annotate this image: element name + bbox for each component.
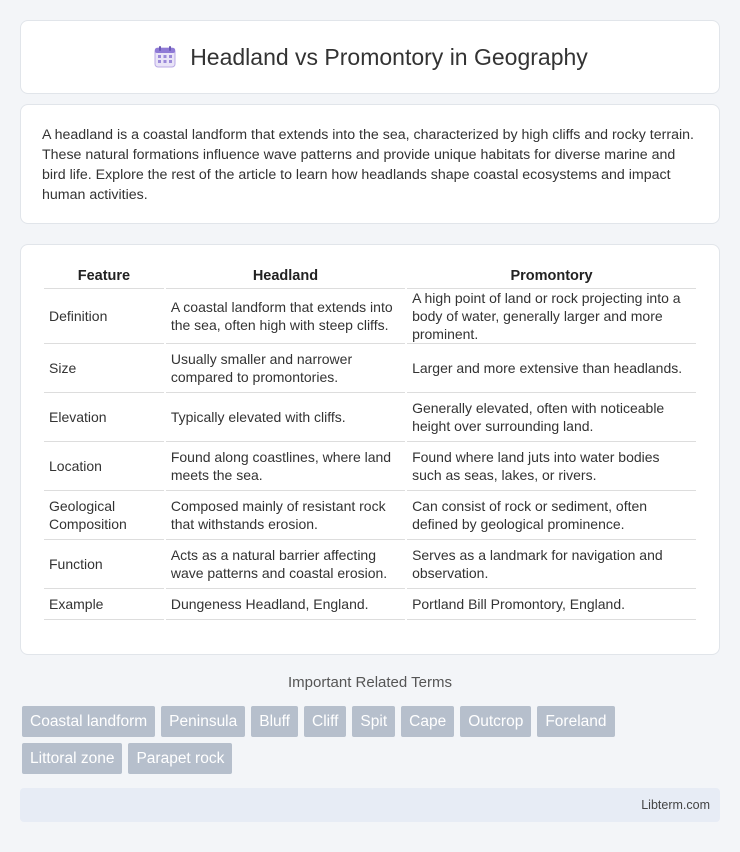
title-card: [20, 20, 720, 94]
related-term-tag[interactable]: Outcrop: [460, 706, 531, 737]
table-header-row: [44, 265, 696, 289]
headland-cell: Usually smaller and narrower compared to promontories.: [166, 344, 405, 393]
column-header: Headland: [166, 265, 405, 289]
related-term-tag[interactable]: Foreland: [537, 706, 614, 737]
promontory-cell: Portland Bill Promontory, England.: [407, 589, 696, 620]
feature-cell: Elevation: [44, 393, 164, 442]
feature-cell: Size: [44, 344, 164, 393]
feature-cell: Function: [44, 540, 164, 589]
promontory-cell: Serves as a landmark for navigation and observation.: [407, 540, 696, 589]
column-header: Feature: [44, 265, 164, 289]
comparison-table: [42, 265, 698, 620]
feature-cell: Definition: [44, 289, 164, 344]
promontory-cell: Larger and more extensive than headlands.: [407, 344, 696, 393]
table-row: [44, 491, 696, 540]
intro-card: [20, 104, 720, 224]
promontory-cell: Found where land juts into water bodies such as seas, lakes, or rivers.: [407, 442, 696, 491]
footer: [20, 788, 720, 822]
related-term-tag[interactable]: Cliff: [304, 706, 346, 737]
related-term-tag[interactable]: Coastal landform: [22, 706, 155, 737]
related-term-tag[interactable]: Parapet rock: [128, 743, 232, 774]
column-header: Promontory: [407, 265, 696, 289]
table-row: [44, 289, 696, 344]
headland-cell: Dungeness Headland, England.: [166, 589, 405, 620]
headland-cell: Composed mainly of resistant rock that withstands erosion.: [166, 491, 405, 540]
intro-text: A headland is a coastal landform that extends into the sea, characterized by high cliffs and rocky terrain. These natural formations influence wave patterns and provide unique habitats for diverse marine and bird life. Explore the rest of the article to learn how headlands shape coastal ecosystems and impact human activities.: [42, 127, 694, 203]
promontory-cell: Generally elevated, often with noticeable height over surrounding land.: [407, 393, 696, 442]
related-term-tag[interactable]: Bluff: [251, 706, 298, 737]
headland-cell: Acts as a natural barrier affecting wave patterns and coastal erosion.: [166, 540, 405, 589]
feature-cell: Example: [44, 589, 164, 620]
table-row: [44, 540, 696, 589]
headland-cell: Found along coastlines, where land meets the sea.: [166, 442, 405, 491]
related-term-tag[interactable]: Littoral zone: [22, 743, 122, 774]
promontory-cell: Can consist of rock or sediment, often defined by geological prominence.: [407, 491, 696, 540]
headland-cell: Typically elevated with cliffs.: [166, 393, 405, 442]
table-row: [44, 442, 696, 491]
related-term-tag[interactable]: Spit: [352, 706, 395, 737]
feature-cell: Location: [44, 442, 164, 491]
related-terms-title: Important Related Terms: [288, 674, 452, 691]
comparison-card: [20, 244, 720, 655]
table-row: [44, 589, 696, 620]
calendar-icon: [152, 44, 178, 70]
page-title: Headland vs Promontory in Geography: [190, 43, 588, 70]
footer-link[interactable]: Libterm.com: [641, 798, 710, 812]
related-term-tag[interactable]: Cape: [401, 706, 454, 737]
related-term-tag[interactable]: Peninsula: [161, 706, 245, 737]
feature-cell: Geological Composition: [44, 491, 164, 540]
promontory-cell: A high point of land or rock projecting into a body of water, generally larger and more prominent.: [407, 289, 696, 344]
related-terms-list: [22, 706, 722, 780]
headland-cell: A coastal landform that extends into the sea, often high with steep cliffs.: [166, 289, 405, 344]
table-row: [44, 393, 696, 442]
table-row: [44, 344, 696, 393]
